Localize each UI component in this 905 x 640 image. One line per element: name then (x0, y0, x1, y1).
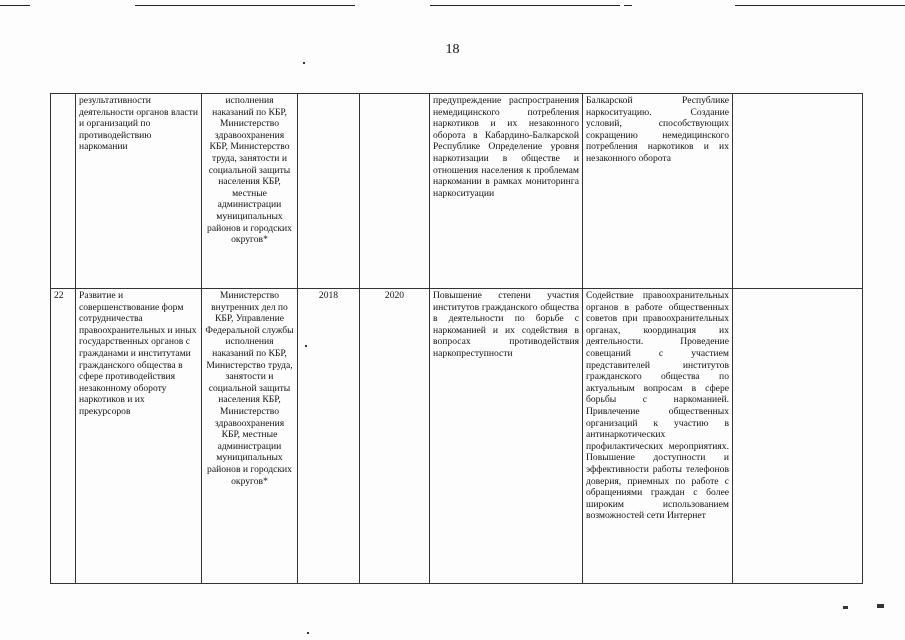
scan-speck (305, 345, 307, 347)
cell-start-year (298, 94, 360, 289)
cell-end-year: 2020 (360, 289, 430, 584)
cell-note (733, 289, 863, 584)
cell-end-year (360, 94, 430, 289)
cell-expected-result: Повышение степени участия институтов гражданского общества в деятельности по борьбе с наркоманией и их содействия в вопросах противодействия наркопреступности (430, 289, 583, 584)
cell-number: 22 (51, 289, 76, 584)
scan-speck (877, 604, 884, 608)
cell-note (733, 94, 863, 289)
cell-start-year: 2018 (298, 289, 360, 584)
scan-edge-line (735, 5, 905, 6)
table-row (51, 94, 863, 289)
cell-number (51, 94, 76, 289)
cell-expected-result: предупреждение распространения немедицинского потребления наркотиков и их незаконного оборота в Кабардино-Балкарской Республике Определение уровня наркотизации в обществе и отношения населения к проблемам наркомании в рамках мониторинга наркоситуации (430, 94, 583, 289)
scan-speck (843, 606, 848, 609)
page-number: 18 (445, 42, 460, 57)
table-row (51, 289, 863, 584)
cell-executor: Министерство внутренних дел по КБР, Управление Федеральной службы исполнения наказаний по КБР, Министерство труда, занятости и социальной защиты населения КБР, Министерство здравоохранения КБР, местные администрации муниципальных районов и городских округов* (202, 289, 298, 584)
scan-edge-line (430, 5, 620, 6)
scan-edge-line (135, 5, 355, 6)
scan-edge-line (624, 5, 632, 6)
scan-edge-line (0, 5, 30, 6)
cell-executor: исполнения наказаний по КБР, Министерство здравоохранения КБР, Министерство труда, занятости и социальной защиты населения КБР, местные администрации муниципальных районов и городских округов* (202, 94, 298, 289)
cell-activity-name: результативности деятельности органов власти и организаций по противодействию наркомании (76, 94, 202, 289)
cell-main-content: Содействие правоохранительных органов в работе общественных советов при правоохранительных органах, координация их деятельности. Проведение совещаний с участием представителей институтов гражданского общества по актуальным вопросам в сфере борьбы с наркоманией. Привлечение общественных организаций к участию в антинаркотических профилактических мероприятиях. Повышение доступности и эффективности работы телефонов доверия, приемных по работе с обращениями граждан с более широким использованием возможностей сети Интернет (583, 289, 733, 584)
scan-speck (307, 632, 309, 634)
cell-activity-name: Развитие и совершенствование форм сотрудничества правоохранительных и иных государственных органов с гражданами и институтами гражданского общества в сфере противодействия незаконному обороту наркотиков и их прекурсоров (76, 289, 202, 584)
program-table (50, 93, 863, 584)
cell-main-content: Балкарской Республике наркоситуацию. Создание условий, способствующих сокращению немедицинского потребления наркотиков и их незаконного оборота (583, 94, 733, 289)
scan-speck (303, 62, 305, 64)
